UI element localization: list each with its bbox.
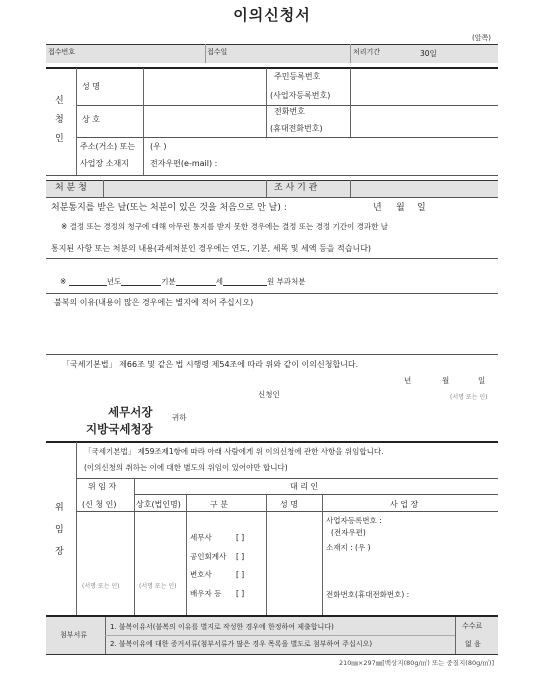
fee-value: 없 음 <box>465 640 481 648</box>
notice-note: ※ 결정 또는 경정의 청구에 대해 아무런 통지를 받지 못한 경우에는 결정 또는 경정 기간이 경과한 날 <box>61 222 388 231</box>
category-spouse: 배우자 등 <box>190 588 222 598</box>
trade-name-sign-note: (서명 또는 인) <box>139 583 177 590</box>
disposition-content-label: 통지된 사항 또는 처분의 내용(과세처분인 경우에는 연도, 기분, 세목 및 세액 등을 적습니다) <box>51 244 372 253</box>
agent-email: (전자우편) <box>331 528 366 537</box>
category-tax-accountant: 세무사 <box>190 533 212 542</box>
delegation-section-label: 위 임 장 <box>55 503 64 557</box>
postal-code-field[interactable]: (우 ) <box>150 142 167 151</box>
resident-number-label: 주민등록번호 <box>274 72 321 81</box>
checkbox-lawyer[interactable]: [ ] <box>236 570 245 579</box>
sign-year: 년 <box>404 376 412 385</box>
delegator-sub-label: (신 청 인) <box>82 500 117 509</box>
attachment-item-2: 2. 불복이유에 대한 증거서류(첨부서류가 많은 경우 목록을 별도로 첨부하여 주십시오) <box>110 640 373 648</box>
notice-day: 일 <box>417 203 426 213</box>
sign-day: 일 <box>478 376 486 385</box>
applicant-sign-label: 신청인 <box>258 390 280 399</box>
attachments-label: 첨부서류 <box>60 631 88 639</box>
notice-date-label: 처분통지를 받은 날(또는 처분이 있은 것을 처음으로 안 날) : <box>51 203 287 213</box>
agent-business-number: 사업자등록번호 : <box>326 516 382 525</box>
trade-name-column: 상호(법인명) <box>136 500 181 509</box>
applicant-section-label: 신 청 인 <box>55 96 64 144</box>
notice-month: 월 <box>396 203 405 213</box>
address-label-2: 사업장 소재지 <box>80 159 129 168</box>
paper-size-note: 210㎜×297㎜[백상지(80g/㎡) 또는 중질지(80g/㎡)] <box>338 659 494 667</box>
agent-address: 소재지 : (우 ) <box>326 543 371 552</box>
agent-phone: 전화번호(휴대전화번호) : <box>326 590 410 599</box>
category-lawyer: 변호사 <box>190 570 212 579</box>
business-number-label: (사업자등록번호) <box>270 91 331 100</box>
category-checkboxes <box>236 529 244 603</box>
agent-label: 대 리 인 <box>290 482 319 491</box>
processing-period-value: 30일 <box>420 49 437 58</box>
declaration-text: 「국세기본법」 제66조 및 같은 법 시행령 제54조에 따라 위와 같이 이의신청합니다. <box>62 360 359 369</box>
delegator-sign-note: (서명 또는 인) <box>82 583 120 590</box>
agent-categories <box>190 529 226 603</box>
objection-reason-label: 불복의 이유(내용이 많은 경우에는 별지에 적어 주십시오) <box>54 298 254 307</box>
attachment-item-1: 1. 불복이유서(불복의 이유를 별지로 작성한 경우에 한정하여 제출합니다) <box>110 623 334 631</box>
disposition-office-row <box>46 180 498 197</box>
regional-tax-office-head: 지방국세청장 <box>86 422 153 436</box>
checkbox-cpa[interactable]: [ ] <box>236 551 245 561</box>
disposition-office-label: 처 분 청 <box>55 183 87 193</box>
agent-office-column: 사 업 장 <box>390 500 419 509</box>
audit-agency-label: 조 사 기 관 <box>274 183 318 193</box>
phone-label: 전화번호 <box>274 107 305 116</box>
address-label-1: 주소(거소) 또는 <box>80 142 136 151</box>
delegator-label: 위 임 자 <box>88 482 117 491</box>
delegation-text-2: (이의신청의 취하는 이에 대한 별도의 위임이 있어야만 합니다) <box>84 463 288 472</box>
mobile-label: (휴대전화번호) <box>270 124 323 133</box>
receipt-number-label: 접수번호 <box>48 48 76 56</box>
form-note: (앞쪽) <box>472 34 491 42</box>
processing-period-label: 처리기간 <box>353 48 381 56</box>
notice-year: 년 <box>373 203 382 213</box>
email-field[interactable]: 전자우편(e-mail) : <box>150 159 218 168</box>
sign-month: 월 <box>442 376 450 385</box>
delegation-text-1: 「국세기본법」 제59조제1항에 따라 아래 사람에게 위 이의신청에 관한 사항을 위임합니다. <box>84 447 384 456</box>
checkbox-spouse[interactable]: [ ] <box>236 588 245 598</box>
fee-label: 수수료 <box>462 622 483 630</box>
checkbox-tax-accountant[interactable]: [ ] <box>236 533 245 542</box>
category-column: 구 분 <box>210 500 228 509</box>
trade-name-label: 상 호 <box>82 115 100 124</box>
applicant-sign-note: (서명 또는 인) <box>450 394 488 401</box>
receipt-date-label: 접수일 <box>207 48 228 56</box>
document-title: 이의신청서 <box>233 6 311 24</box>
honorific: 귀하 <box>172 413 187 422</box>
tax-line: ※ 년도 기분 세 원 부과처분 <box>60 277 306 286</box>
tax-office-head: 세무서장 <box>108 405 153 419</box>
category-cpa: 공인회계사 <box>190 551 227 561</box>
agent-name-column: 성 명 <box>280 500 298 509</box>
name-label: 성 명 <box>82 82 100 91</box>
